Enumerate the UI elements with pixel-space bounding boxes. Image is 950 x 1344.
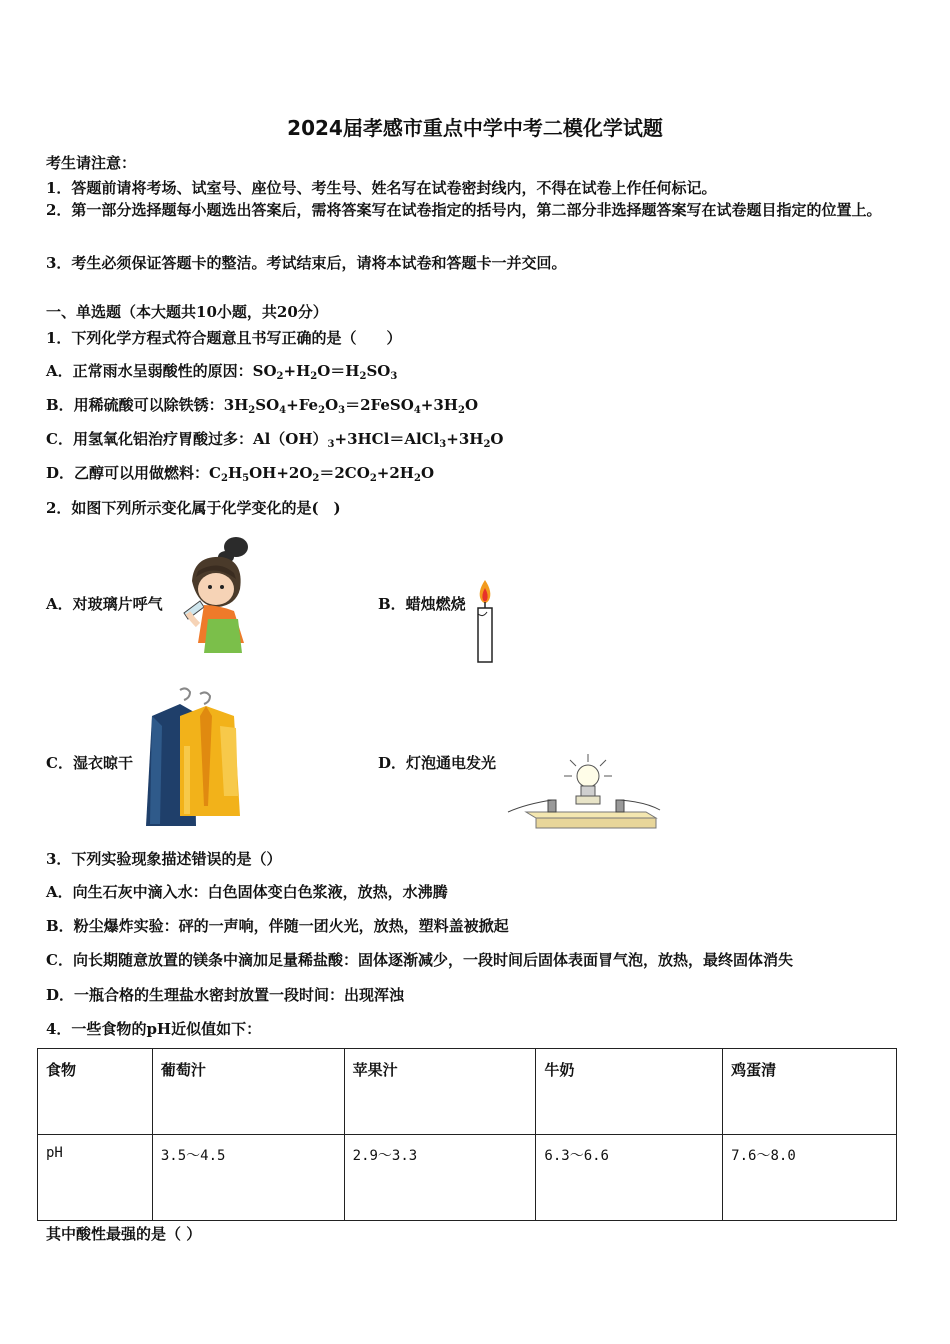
table-row	[38, 1049, 897, 1135]
table-row	[38, 1135, 897, 1221]
page-title: 2024届孝感市重点中学中考二模化学试题	[287, 116, 663, 140]
q4-stem: 4．一些食物的pH近似值如下：	[46, 1020, 262, 1038]
q1-option-a-text: A．正常雨水呈弱酸性的原因：	[46, 362, 253, 380]
q1-option-b-equation: $3H_2SO_4+Fe_2O_3=2FeSO_4+3H_2O$	[223, 396, 479, 416]
q2-option-a: A．对玻璃片呼气	[46, 595, 163, 613]
q1-option-b-text: B．用稀硫酸可以除铁锈：	[46, 396, 224, 414]
notice-item-2: 2．第一部分选择题每小题选出答案后，需将答案写在试卷指定的括号内，第二部分非选择题答案写在试卷题目指定的位置上。	[46, 201, 882, 219]
table-cell: 7.6～8.0	[723, 1135, 897, 1221]
q1-stem: 1．下列化学方程式符合题意且书写正确的是（ ）	[46, 329, 402, 347]
girl-breathing-on-glass-image	[178, 533, 258, 655]
table-cell: 6.3～6.6	[536, 1135, 723, 1221]
table-cell: 2.9～3.3	[344, 1135, 536, 1221]
q3-option-b: B．粉尘爆炸实验：砰的一声响，伴随一团火光，放热，塑料盖被掀起	[46, 917, 509, 935]
light-bulb-circuit-image	[506, 752, 662, 834]
table-row-label: pH	[38, 1135, 153, 1221]
burning-candle-image	[473, 578, 497, 664]
q2-option-b: B．蜡烛燃烧	[378, 595, 466, 613]
q1-option-c	[46, 428, 504, 450]
q2-option-d: D．灯泡通电发光	[378, 754, 497, 772]
section-heading: 一、单选题（本大题共10小题，共20分）	[46, 303, 328, 321]
q1-option-a-equation: $SO_2+H_2O=H_2SO_3$	[252, 362, 398, 382]
q1-option-d-equation: $C_2H_5OH+2O_2=2CO_2+2H_2O$	[209, 464, 435, 484]
q3-option-d: D．一瓶合格的生理盐水密封放置一段时间：出现浑浊	[46, 986, 405, 1004]
ph-table	[37, 1048, 897, 1221]
q1-option-d	[46, 462, 434, 484]
q1-option-d-text: D．乙醇可以用做燃料：	[46, 464, 210, 482]
q1-option-b	[46, 394, 478, 416]
q3-stem: 3．下列实验现象描述错误的是（）	[46, 850, 282, 868]
table-header-cell: 牛奶	[536, 1049, 723, 1135]
table-cell: 3.5～4.5	[152, 1135, 344, 1221]
notice-item-3: 3．考生必须保证答题卡的整洁。考试结束后，请将本试卷和答题卡一并交回。	[46, 254, 567, 272]
q3-option-a: A．向生石灰中滴入水：白色固体变白色浆液，放热，水沸腾	[46, 883, 448, 901]
table-header-cell: 鸡蛋清	[723, 1049, 897, 1135]
notice-item-1: 1．答题前请将考场、试室号、座位号、考生号、姓名写在试卷密封线内，不得在试卷上作任何标记。	[46, 179, 717, 197]
table-header-cell: 葡萄汁	[152, 1049, 344, 1135]
q3-option-c: C．向长期随意放置的镁条中滴加足量稀盐酸：固体逐渐减少，一段时间后固体表面冒气泡，放热，最终固体消失	[46, 951, 793, 969]
table-header-cell: 食物	[38, 1049, 153, 1135]
clothes-drying-image	[140, 686, 244, 832]
q2-option-c: C．湿衣晾干	[46, 754, 133, 772]
q1-option-c-text: C．用氢氧化铝治疗胃酸过多：	[46, 430, 253, 448]
notice-heading: 考生请注意：	[46, 154, 137, 172]
q1-option-c-equation: $Al(OH)_3+3HCl=AlCl_3+3H_2O$	[252, 430, 504, 450]
q2-stem: 2．如图下列所示变化属于化学变化的是( )	[46, 499, 341, 517]
q4-question: 其中酸性最强的是（ ）	[46, 1225, 202, 1243]
q1-option-a	[46, 360, 397, 382]
table-header-cell: 苹果汁	[344, 1049, 536, 1135]
